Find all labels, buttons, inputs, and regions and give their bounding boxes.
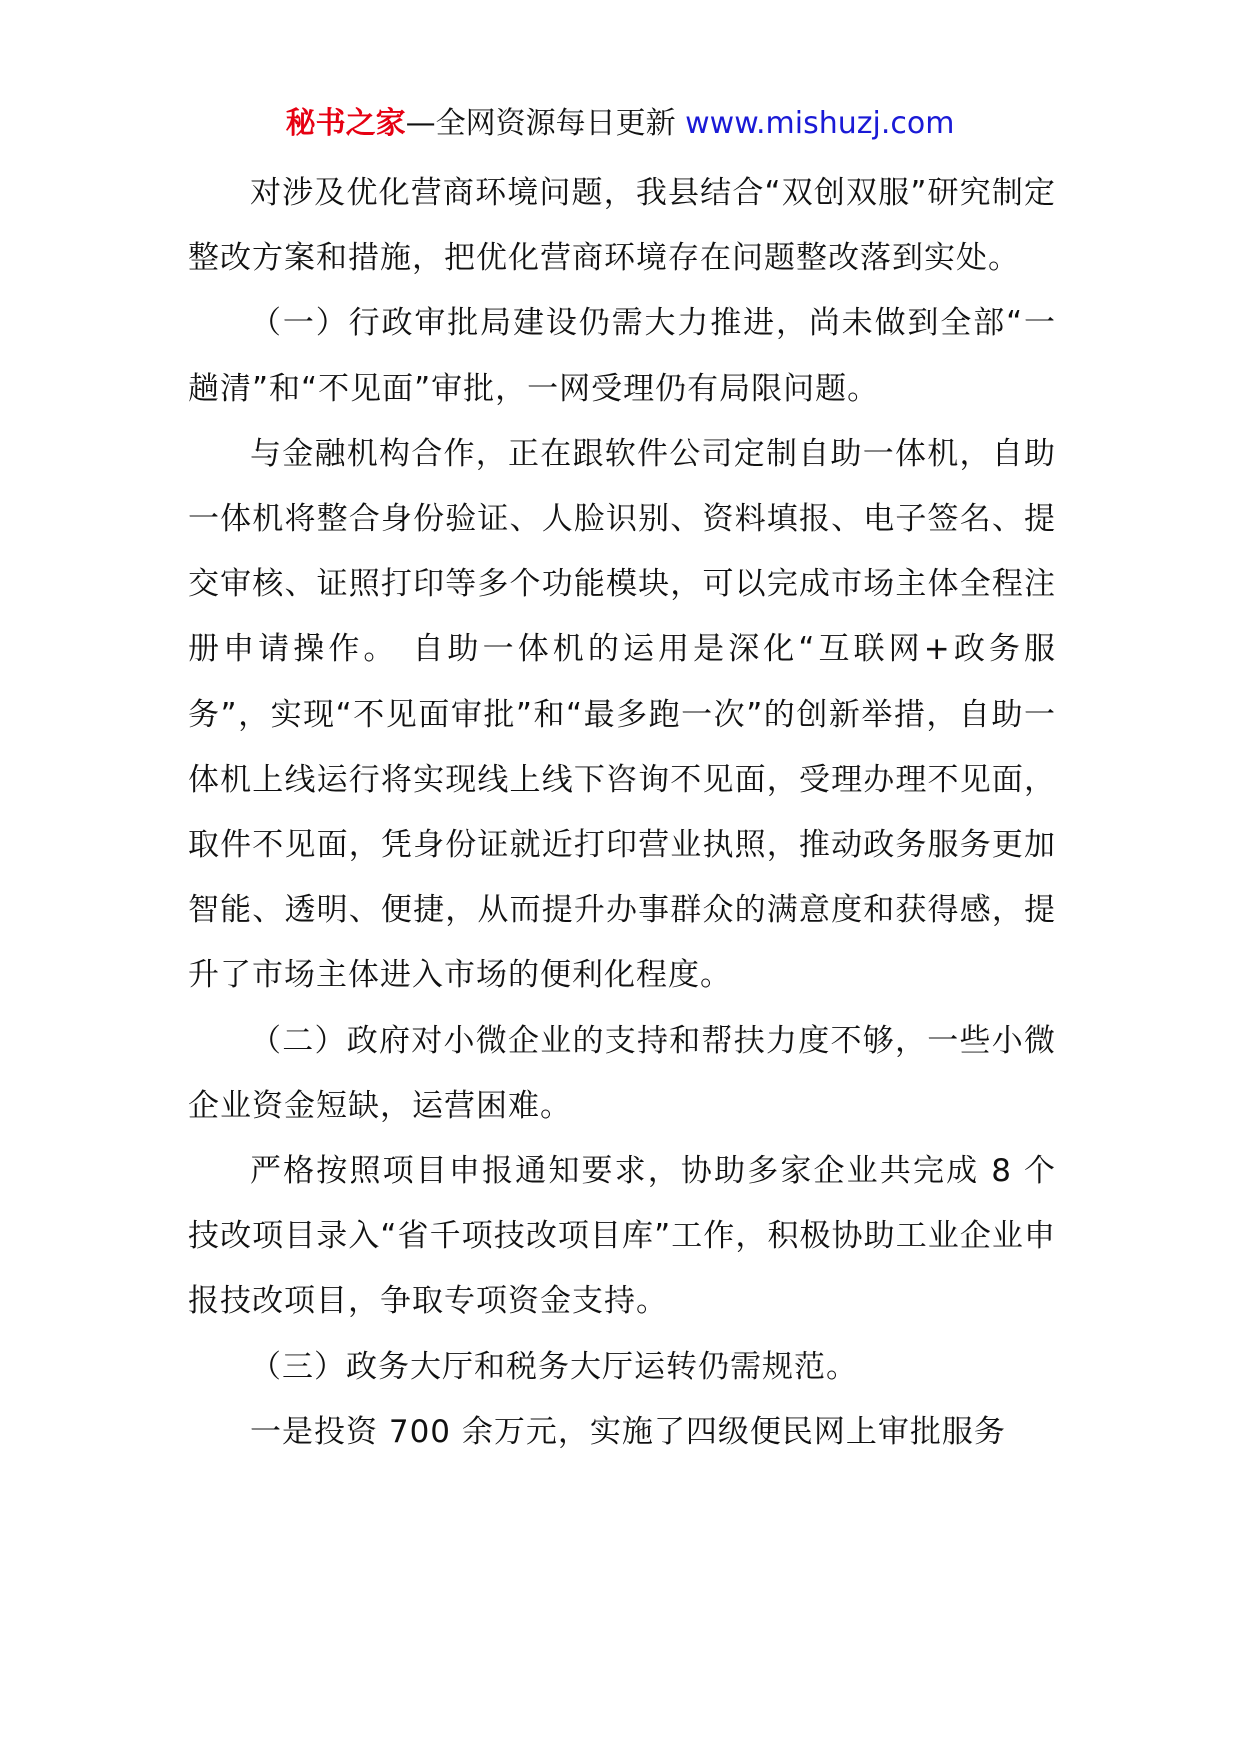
section-heading-3: （三）政务大厅和税务大厅运转仍需规范。 — [250, 1348, 858, 1385]
paragraph-intro: 对涉及优化营商环境问题，我县结合“双创双服”研究制定整改方案和措施，把优化营商环境存在问题整改落到实处。 — [188, 175, 1056, 277]
section-heading-2: （二）政府对小微企业的支持和帮扶力度不够，一些小微企业资金短缺，运营困难。 — [188, 1022, 1056, 1124]
document-body — [188, 161, 1056, 1465]
brand-name: 秘书之家 — [285, 106, 406, 141]
header-tagline: —全网资源每日更新 — [405, 106, 676, 141]
section-heading-1: （一）行政审批局建设仍需大力推进，尚未做到全部“一趟清”和“不见面”审批，一网受理仍有局限问题。 — [188, 305, 1056, 407]
paragraph-section-1: 与金融机构合作，正在跟软件公司定制自助一体机，自助一体机将整合身份验证、人脸识别、资料填报、电子签名、提交审核、证照打印等多个功能模块，可以完成市场主体全程注册申请操作。 自助一体机的运用是深化“互联网+政务服务”，实现“不见面审批”和“最多跑一次”的创新举措，自助一体机上线运行将实现线上线下咨询不见面，受理办理不见面，取件不见面，凭身份证就近打印营业执照，推动政务服务更加智能、透明、便捷，从而提升办事群众的满意度和获得感，提升了市场主体进入市场的便利化程度。 — [188, 435, 1056, 994]
website-link[interactable]: www.mishuzj.com — [685, 106, 955, 141]
paragraph-section-3: 一是投资 700 余万元，实施了四级便民网上审批服务 — [250, 1413, 1006, 1450]
paragraph-section-2: 严格按照项目申报通知要求，协助多家企业共完成 8 个技改项目录入“省千项技改项目库”工作，积极协助工业企业申报技改项目，争取专项资金支持。 — [188, 1153, 1056, 1320]
page-header — [0, 102, 1240, 146]
